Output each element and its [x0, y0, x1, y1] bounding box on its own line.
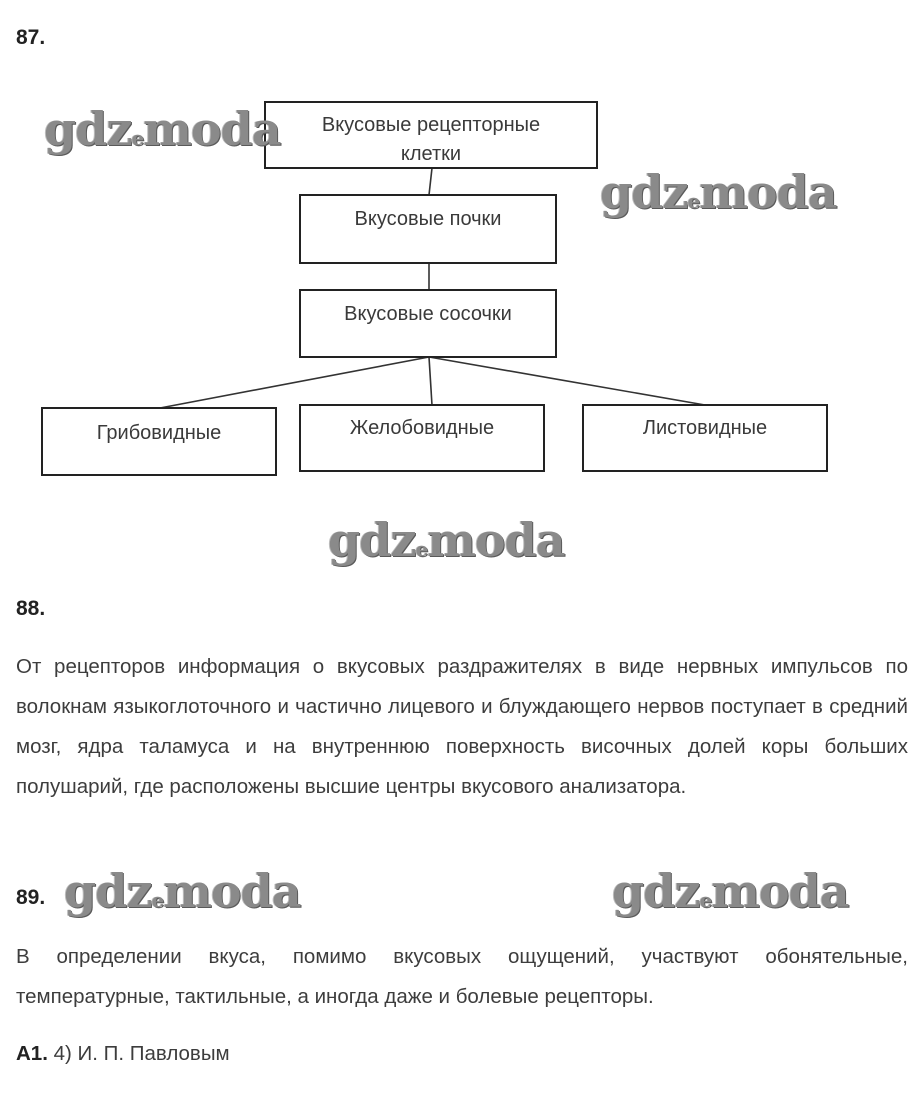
label-foliate: Листовидные — [642, 417, 768, 439]
a1-answer-row — [16, 1042, 230, 1066]
a1-label: А1. — [16, 1042, 48, 1065]
connector-root-to-buds — [429, 168, 432, 195]
task-88-number: 88. — [16, 597, 46, 620]
watermark-logo: gdzemoda — [64, 864, 301, 918]
label-vallate: Желобовидные — [349, 417, 495, 439]
watermark-logo: gdzemoda — [612, 864, 849, 918]
label-taste-papillae: Вкусовые сосочки — [344, 303, 512, 325]
watermark-logo: gdzemoda — [328, 513, 565, 567]
watermark-logo: gdzemoda — [44, 102, 281, 156]
label-receptor-cells-line2: клетки — [400, 143, 462, 165]
task-89-number: 89. — [16, 886, 46, 909]
watermark-logo: gdzemoda — [600, 165, 837, 219]
task-87-number: 87. — [16, 26, 46, 49]
label-taste-buds: Вкусовые почки — [354, 208, 502, 230]
connector-papillae-to-vallate — [429, 357, 432, 405]
connector-papillae-to-foliate — [429, 357, 705, 405]
task-88-answer-text: От рецепторов информация о вкусовых раздражителях в виде нервных импульсов по волокнам языкоглоточного и частично лицевого и блуждающего нервов поступает в средний мозг, ядра таламуса и на внутреннюю поверхность височных долей коры больших полушарий, где расположены высшие центры вкусового анализатора. — [16, 655, 908, 798]
connector-papillae-to-fungiform — [160, 357, 429, 408]
a1-answer: 4) И. П. Павловым — [53, 1042, 230, 1065]
label-receptor-cells-line1: Вкусовые рецепторные — [321, 114, 541, 136]
label-fungiform: Грибовидные — [96, 422, 222, 444]
task-89-answer-text: В определении вкуса, помимо вкусовых ощущений, участвуют обонятельные, температурные, тактильные, а иногда даже и болевые рецепторы. — [16, 945, 908, 1008]
